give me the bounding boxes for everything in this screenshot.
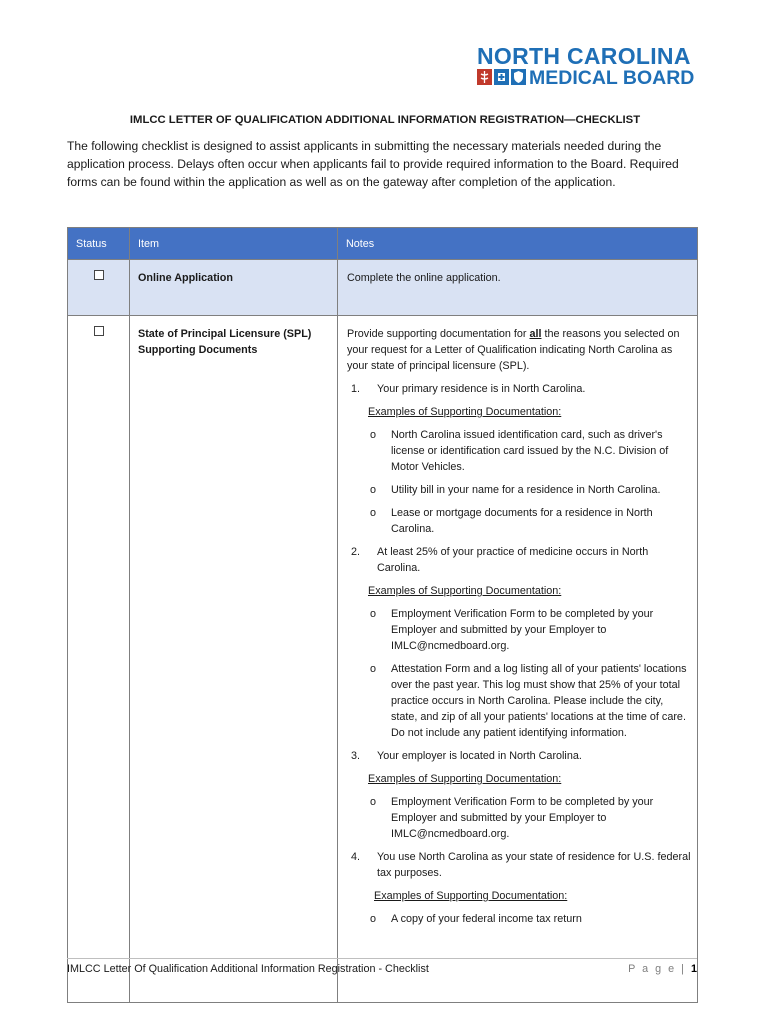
status-cell bbox=[68, 316, 130, 1003]
table-row bbox=[68, 316, 698, 1003]
spl-instructions: Provide supporting documentation for all the reasons you selected on your request for a Letter of Qualification indicating North Carolina as your state of principal licensure (SPL). bbox=[347, 328, 680, 372]
page-footer bbox=[67, 958, 697, 975]
page-number: P a g e | 1 bbox=[628, 963, 697, 975]
logo-icons bbox=[477, 69, 526, 85]
reason-item: 3. Your employer is located in North Carolina. bbox=[351, 750, 582, 762]
table-header-row bbox=[68, 228, 698, 260]
examples-heading: Examples of Supporting Documentation: bbox=[368, 585, 562, 597]
example-item: o Employment Verification Form to be completed by your Employer and submitted by your Employer to IMLC@ncmedboard.org. bbox=[347, 794, 691, 842]
shield-icon bbox=[511, 69, 526, 85]
checklist-table bbox=[67, 227, 698, 1003]
table-row bbox=[68, 260, 698, 316]
intro-paragraph: The following checklist is designed to assist applicants in submitting the necessary materials needed during the application process. Delays often occur when applicants fail to provide required information to the Board. Required forms can be found within the application as well as on the gateway after completion of the application. bbox=[67, 139, 679, 190]
bullet-icon: o bbox=[370, 484, 377, 496]
header-status: Status bbox=[68, 228, 130, 260]
item-online-application: Online Application bbox=[130, 260, 338, 316]
header-notes: Notes bbox=[338, 228, 698, 260]
bullet-icon: o bbox=[370, 507, 377, 519]
status-checkbox[interactable] bbox=[94, 326, 104, 336]
notes-spl bbox=[338, 316, 698, 1003]
examples-heading: Examples of Supporting Documentation: bbox=[368, 406, 562, 418]
bullet-icon: o bbox=[370, 608, 377, 620]
reason-item: 1. Your primary residence is in North Carolina. bbox=[351, 383, 586, 395]
example-item: o Lease or mortgage documents for a residence in North Carolina. bbox=[347, 505, 691, 537]
medicine-icon bbox=[494, 69, 509, 85]
item-spl-documents: State of Principal Licensure (SPL) Supporting Documents bbox=[130, 316, 338, 1003]
example-item: o A copy of your federal income tax return bbox=[347, 911, 691, 927]
footer-title: IMLCC Letter Of Qualification Additional Information Registration - Checklist bbox=[67, 963, 429, 975]
bullet-icon: o bbox=[370, 796, 377, 808]
caduceus-icon bbox=[477, 69, 492, 85]
example-item: o Attestation Form and a log listing all of your patients' locations over the past year. This log must show that 25% of your total practice occurs in North Carolina. Please include the city, state, and zip of all your patients' locations at the time of care. Do not include any patient identifying information. bbox=[347, 661, 691, 741]
logo-line-1: NORTH CAROLINA bbox=[477, 43, 691, 69]
page-title: IMLCC LETTER OF QUALIFICATION ADDITIONAL INFORMATION REGISTRATION—CHECKLIST bbox=[129, 114, 641, 126]
examples-heading: Examples of Supporting Documentation: bbox=[374, 890, 568, 902]
bullet-icon: o bbox=[370, 663, 377, 675]
reasons-list bbox=[347, 381, 691, 927]
example-item: o Utility bill in your name for a residence in North Carolina. bbox=[347, 482, 691, 498]
example-item: o North Carolina issued identification card, such as driver's license or identification card issued by the N.C. Division of Motor Vehicles. bbox=[347, 427, 691, 475]
reason-item: 4. You use North Carolina as your state of residence for U.S. federal tax purposes. bbox=[351, 851, 691, 879]
bullet-icon: o bbox=[370, 429, 377, 441]
bullet-icon: o bbox=[370, 913, 377, 925]
reason-item: 2. At least 25% of your practice of medicine occurs in North Carolina. bbox=[351, 546, 649, 574]
status-cell bbox=[68, 260, 130, 316]
example-item: o Employment Verification Form to be completed by your Employer and submitted by your Employer to IMLC@ncmedboard.org. bbox=[347, 606, 691, 654]
logo-line-2: MEDICAL BOARD bbox=[529, 67, 695, 89]
header-item: Item bbox=[130, 228, 338, 260]
status-checkbox[interactable] bbox=[94, 270, 104, 280]
nc-medical-board-logo bbox=[477, 44, 699, 90]
examples-heading: Examples of Supporting Documentation: bbox=[368, 773, 562, 785]
notes-online-application: Complete the online application. bbox=[338, 260, 698, 316]
